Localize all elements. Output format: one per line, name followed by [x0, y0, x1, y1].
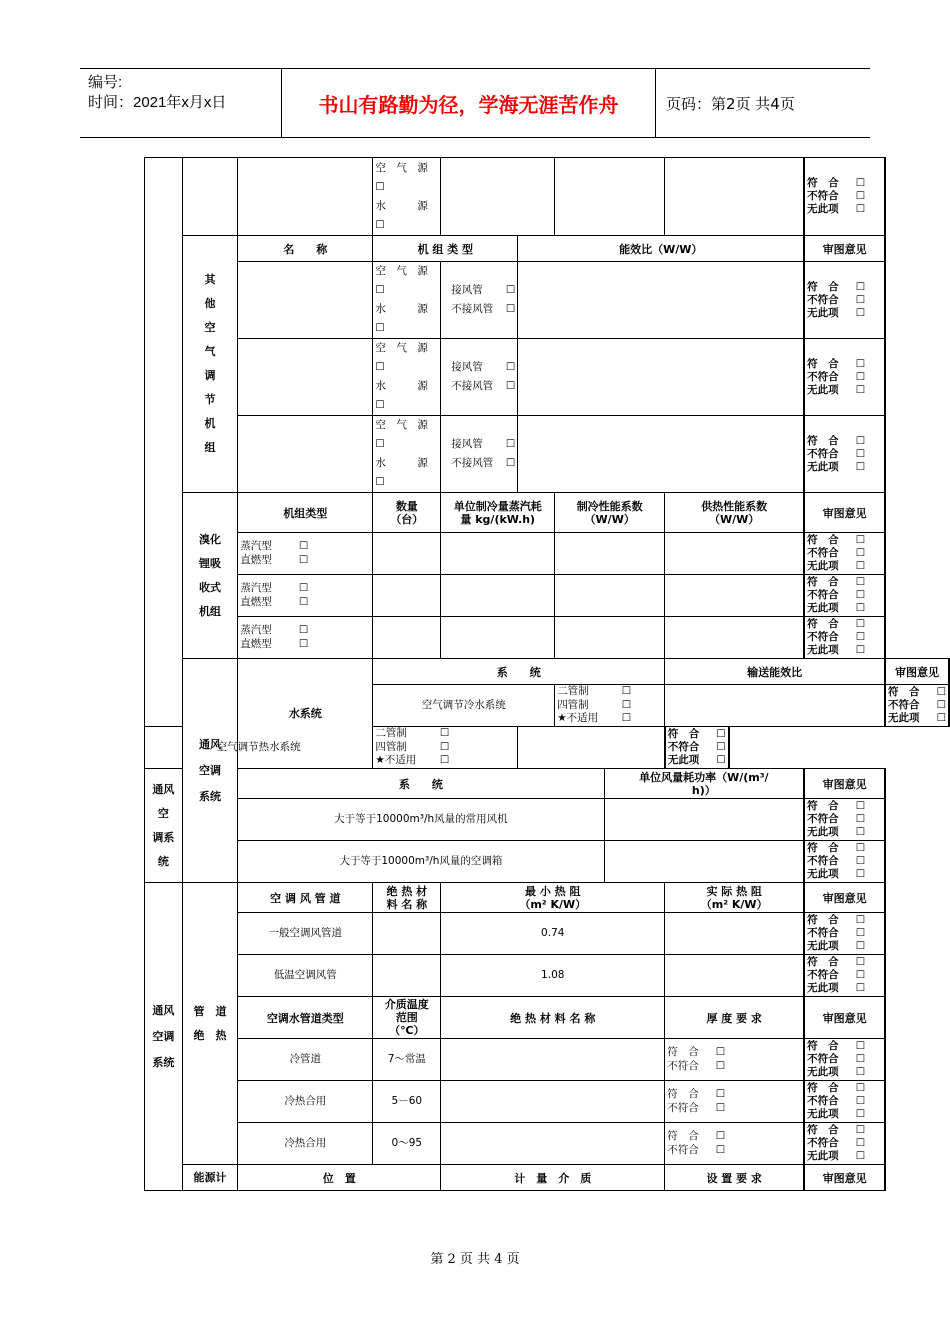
empty-cell: [238, 158, 373, 236]
ventilation-system-name: 大于等于10000m³/h风量的常用风机: [238, 799, 604, 841]
name-cell[interactable]: [238, 416, 373, 493]
motto: 书山有路勤为径，学海无涯苦作舟: [282, 69, 656, 137]
thickness-options: 符 合 ☐ 不符合 ☐: [665, 1081, 804, 1123]
checkbox[interactable]: ☐: [855, 927, 866, 939]
heat-cell[interactable]: [665, 575, 804, 617]
not-comply-label: 不符合: [807, 1095, 839, 1107]
eff-cell[interactable]: [518, 262, 804, 339]
absorption-type-options: 蒸汽型 ☐ 直燃型 ☐: [238, 617, 373, 659]
empty-cell: [441, 158, 555, 236]
water-material-cell[interactable]: [441, 1039, 665, 1081]
water-material-cell[interactable]: [441, 1123, 665, 1165]
review-form-table: [144, 157, 950, 1191]
not-comply-label: 不符合: [807, 631, 839, 643]
not-comply-label: 不符合: [807, 1137, 839, 1149]
na-label: 无此项: [888, 712, 920, 724]
col-header-power: 单位风量耗功率（W/(m³/ h)）: [604, 769, 804, 799]
comply-label: 符 合: [667, 728, 700, 740]
time-label: 时间：2021年x月x日: [88, 94, 227, 111]
not-comply-label: 不符合: [807, 1053, 839, 1065]
review-header: 审图意见: [804, 1165, 885, 1191]
table-row: [145, 1123, 950, 1165]
duct-name: 低温空调风管: [238, 955, 373, 997]
cool-cell[interactable]: [555, 533, 665, 575]
checkbox[interactable]: ☐: [855, 447, 866, 460]
water-system-label: 水系统: [238, 659, 373, 769]
duct-options: 接风管 ☐ 不接风管 ☐: [441, 262, 518, 339]
checkbox[interactable]: ☐: [855, 826, 866, 838]
checkbox[interactable]: ☐: [716, 754, 726, 766]
checkbox[interactable]: ☐: [855, 534, 866, 546]
table-body: [145, 158, 950, 1191]
checkbox[interactable]: ☐: [298, 624, 309, 636]
checkbox[interactable]: ☐: [855, 576, 866, 588]
empty-cell: [555, 158, 665, 236]
not-comply-label: 不符合: [807, 190, 839, 202]
table-row: [145, 416, 950, 493]
review-options: [885, 685, 949, 727]
review-options: [804, 955, 885, 997]
review-header: 审图意见: [804, 997, 885, 1039]
not-comply-label: 不符合: [807, 589, 839, 601]
checkbox[interactable]: ☐: [439, 754, 450, 767]
na-label: 无此项: [807, 826, 839, 838]
checkbox[interactable]: ☐: [855, 383, 866, 396]
checkbox[interactable]: ☐: [855, 1137, 866, 1149]
review-options: [804, 799, 885, 841]
water-pipe-name: 冷热合用: [238, 1081, 373, 1123]
col-header-min: 最 小 热 阻 （m² K/W）: [441, 883, 665, 913]
checkbox[interactable]: ☐: [855, 813, 866, 825]
review-header: 审图意见: [804, 493, 885, 533]
review-options: [804, 841, 885, 883]
col-header-material: 绝 热 材 料 名 称: [373, 883, 441, 913]
col-header-name: 名 称: [238, 236, 373, 262]
qty-cell[interactable]: [373, 575, 441, 617]
col-header-steam: 单位制冷量蒸汽耗 量 kg/(kW.h): [441, 493, 555, 533]
comply-label: 符 合: [807, 800, 839, 812]
checkbox[interactable]: ☐: [855, 190, 866, 202]
checkbox[interactable]: ☐: [855, 969, 866, 981]
comply-label: 符 合: [888, 686, 920, 698]
checkbox[interactable]: ☐: [505, 303, 516, 315]
source-options: [373, 262, 441, 339]
name-cell[interactable]: [238, 262, 373, 339]
ventilation-label: 通风空 调系统: [145, 769, 183, 883]
not-comply-label: 不符合: [807, 927, 839, 939]
table-row: [145, 493, 950, 533]
col-header-unit-type: 机组类型: [238, 493, 373, 533]
thickness-options: 符 合 ☐ 不符合 ☐: [665, 1039, 804, 1081]
checkbox[interactable]: ☐: [855, 602, 866, 614]
not-comply-label: 不符合: [807, 370, 839, 383]
na-label: 无此项: [807, 1066, 839, 1078]
checkbox[interactable]: ☐: [375, 284, 385, 296]
empty-cell: [665, 158, 804, 236]
not-comply-label: 不符合: [807, 293, 839, 306]
table-row: [145, 1039, 950, 1081]
comply-label: 符 合: [807, 618, 839, 630]
eff-cell[interactable]: [518, 416, 804, 493]
checkbox[interactable]: ☐: [375, 361, 385, 373]
col-header-requirement: 设 置 要 求: [665, 1165, 804, 1191]
other-units-label: 其 他 空 气 调 节 机 组: [182, 236, 238, 493]
checkbox[interactable]: ☐: [855, 293, 866, 306]
pipe-insulation-label: 管 道 绝 热: [182, 883, 238, 1165]
col-header-heat: 供热性能系数 （W/W）: [665, 493, 804, 533]
comply-label: 符 合: [807, 956, 839, 968]
review-header: 审图意见: [804, 883, 885, 913]
not-comply-label: 不符合: [807, 855, 839, 867]
water-source-label: 水 源: [375, 303, 428, 315]
checkbox[interactable]: ☐: [855, 631, 866, 643]
col-header-system: 系 统: [238, 769, 604, 799]
comply-label: 符 合: [807, 1082, 839, 1094]
ventilation-system-name: 大于等于10000m³/h风量的空调箱: [238, 841, 604, 883]
table-row: [145, 769, 950, 799]
checkbox[interactable]: ☐: [715, 1143, 726, 1156]
air-source-label: 空 气 源: [375, 342, 428, 354]
table-row: [145, 1165, 950, 1191]
water-system-name: 空气调节冷水系统: [373, 685, 555, 727]
review-options: [804, 575, 885, 617]
checkbox[interactable]: ☐: [855, 618, 866, 630]
ratio-cell[interactable]: [665, 685, 885, 727]
page-info: 页码：第2页 共4页: [666, 94, 795, 113]
col-header-duct: 空 调 风 管 道: [238, 883, 373, 913]
checkbox[interactable]: ☐: [855, 842, 866, 854]
na-label: 无此项: [807, 306, 839, 319]
checkbox[interactable]: ☐: [855, 306, 866, 319]
water-pipe-name: 冷管道: [238, 1039, 373, 1081]
checkbox[interactable]: ☐: [855, 940, 866, 952]
steam-cell[interactable]: [441, 575, 555, 617]
checkbox[interactable]: ☐: [855, 855, 866, 867]
na-label: 无此项: [807, 460, 839, 473]
checkbox[interactable]: ☐: [715, 1059, 726, 1072]
temp-range: 0～95: [373, 1123, 441, 1165]
col-header-medium: 计 量 介 质: [441, 1165, 665, 1191]
checkbox[interactable]: ☐: [715, 1088, 726, 1100]
review-options: [804, 1123, 885, 1165]
water-source-label: 水 源: [375, 199, 428, 212]
checkbox[interactable]: ☐: [855, 357, 866, 370]
checkbox[interactable]: ☐: [936, 699, 946, 711]
review-options: [804, 262, 885, 339]
checkbox[interactable]: ☐: [439, 727, 450, 740]
review-options: [804, 158, 885, 236]
checkbox[interactable]: ☐: [298, 595, 309, 608]
review-options: [804, 617, 885, 659]
col-header-water-pipe: 空调水管道类型: [238, 997, 373, 1039]
na-label: 无此项: [807, 203, 839, 215]
duct-name: 一般空调风管道: [238, 913, 373, 955]
pipe-options: 二管制 ☐ 四管制 ☐ ★不适用 ☐: [555, 685, 665, 727]
temp-range: 7～常温: [373, 1039, 441, 1081]
page-footer: 第 2 页 共 4 页: [430, 1252, 520, 1267]
na-label: 无此项: [807, 1108, 839, 1120]
col-header-cool: 制冷性能系数 （W/W）: [555, 493, 665, 533]
review-options: [804, 416, 885, 493]
checkbox[interactable]: ☐: [621, 698, 632, 711]
not-comply-label: 不符合: [807, 813, 839, 825]
header-meta: [80, 69, 282, 137]
checkbox[interactable]: ☐: [855, 868, 866, 880]
heat-cell[interactable]: [665, 617, 804, 659]
checkbox[interactable]: ☐: [298, 540, 309, 552]
absorption-type-options: 蒸汽型 ☐ 直燃型 ☐: [238, 575, 373, 617]
table-row: [145, 841, 950, 883]
checkbox[interactable]: ☐: [855, 1124, 866, 1136]
review-header: 审图意见: [804, 236, 885, 262]
hvac-group-label: 通风 空调 系统: [145, 883, 183, 1191]
checkbox[interactable]: ☐: [855, 644, 866, 656]
qty-cell[interactable]: [373, 533, 441, 575]
checkbox[interactable]: ☐: [855, 1066, 866, 1078]
table-row: [145, 799, 950, 841]
name-cell[interactable]: [238, 339, 373, 416]
comply-label: 符 合: [807, 177, 839, 189]
checkbox[interactable]: ☐: [505, 380, 516, 392]
checkbox[interactable]: ☐: [855, 982, 866, 994]
min-resistance-value: 0.74: [441, 913, 665, 955]
review-options: [804, 1039, 885, 1081]
col-header-water-material: 绝 热 材 料 名 称: [441, 997, 665, 1039]
na-label: 无此项: [807, 560, 839, 572]
review-header: 审图意见: [885, 659, 949, 685]
source-options: [373, 158, 441, 236]
duct-options: 接风管 ☐ 不接风管 ☐: [441, 416, 518, 493]
checkbox[interactable]: ☐: [715, 1130, 726, 1142]
checkbox[interactable]: ☐: [855, 1150, 866, 1162]
checkbox[interactable]: ☐: [855, 547, 866, 559]
air-source-label: 空 气 源: [375, 265, 428, 277]
comply-label: 符 合: [807, 914, 839, 926]
checkbox[interactable]: ☐: [855, 203, 866, 215]
temp-range: 5－60: [373, 1081, 441, 1123]
checkbox[interactable]: ☐: [621, 712, 632, 725]
absorption-label: 溴化 锂吸 收式 机组: [182, 493, 238, 659]
table-row: [145, 339, 950, 416]
checkbox[interactable]: ☐: [716, 741, 726, 753]
steam-cell[interactable]: [441, 533, 555, 575]
qty-cell[interactable]: [373, 617, 441, 659]
checkbox[interactable]: ☐: [855, 956, 866, 968]
hvac-group-label: 通风 空调 系统: [182, 659, 238, 883]
pipe-options: 二管制 ☐ 四管制 ☐ ★不适用 ☐: [373, 727, 518, 769]
col-header-system: 系 统: [373, 659, 665, 685]
page-header: [80, 68, 870, 138]
review-options: [804, 913, 885, 955]
na-label: 无此项: [807, 868, 839, 880]
na-label: 无此项: [807, 940, 839, 952]
left-group-cell: [145, 158, 183, 727]
water-pipe-name: 冷热合用: [238, 1123, 373, 1165]
eff-cell[interactable]: [518, 339, 804, 416]
na-label: 无此项: [807, 982, 839, 994]
min-resistance-value: 1.08: [441, 955, 665, 997]
checkbox[interactable]: ☐: [936, 712, 946, 724]
col-header-ratio: 输送能效比: [665, 659, 885, 685]
col-header-actual: 实 际 热 阻 （m² K/W）: [665, 883, 804, 913]
table-row: [145, 883, 950, 913]
checkbox[interactable]: ☐: [855, 177, 866, 189]
checkbox[interactable]: ☐: [855, 589, 866, 601]
col-header-type: 机 组 类 型: [373, 236, 518, 262]
not-comply-label: 不符合: [807, 547, 839, 559]
table-row: [145, 727, 950, 769]
water-source-label: 水 源: [375, 380, 428, 392]
table-row: [145, 1081, 950, 1123]
comply-label: 符 合: [807, 434, 839, 447]
air-source-label: 空 气 源: [375, 161, 428, 174]
table-row: [145, 617, 950, 659]
col-header-qty: 数量 （台）: [373, 493, 441, 533]
water-material-cell[interactable]: [441, 1081, 665, 1123]
na-label: 无此项: [807, 602, 839, 614]
checkbox[interactable]: ☐: [375, 399, 385, 411]
checkbox[interactable]: ☐: [855, 914, 866, 926]
comply-label: 符 合: [807, 534, 839, 546]
checkbox[interactable]: ☐: [505, 457, 516, 469]
checkbox[interactable]: ☐: [855, 280, 866, 293]
comply-label: 符 合: [807, 576, 839, 588]
na-label: 无此项: [807, 644, 839, 656]
power-cell[interactable]: [604, 799, 804, 841]
checkbox[interactable]: ☐: [855, 1040, 866, 1052]
table-row: [145, 533, 950, 575]
checkbox[interactable]: ☐: [298, 637, 309, 650]
checkbox[interactable]: ☐: [716, 728, 726, 740]
table-row: [145, 236, 950, 262]
col-header-eff: 能效比（W/W）: [518, 236, 804, 262]
comply-label: 符 合: [807, 1124, 839, 1136]
review-options: [804, 339, 885, 416]
na-label: 无此项: [667, 754, 700, 766]
actual-resistance-cell[interactable]: [665, 955, 804, 997]
checkbox[interactable]: ☐: [505, 284, 516, 296]
table-row: [145, 575, 950, 617]
checkbox[interactable]: ☐: [855, 460, 866, 473]
ratio-cell[interactable]: [518, 727, 665, 769]
not-comply-label: 不符合: [667, 741, 700, 753]
material-cell[interactable]: [373, 913, 441, 955]
water-source-label: 水 源: [375, 457, 428, 469]
checkbox[interactable]: ☐: [505, 361, 516, 373]
air-source-label: 空 气 源: [375, 419, 428, 431]
checkbox[interactable]: ☐: [298, 553, 309, 566]
not-comply-label: 不符合: [807, 447, 839, 460]
comply-label: 符 合: [807, 842, 839, 854]
empty-cell: [182, 158, 238, 236]
checkbox[interactable]: ☐: [375, 476, 385, 488]
review-header: 审图意见: [804, 769, 885, 799]
table-row: [145, 913, 950, 955]
checkbox[interactable]: ☐: [936, 686, 946, 698]
actual-resistance-cell[interactable]: [665, 913, 804, 955]
material-cell[interactable]: [373, 955, 441, 997]
checkbox[interactable]: ☐: [621, 685, 632, 698]
table-row: [145, 997, 950, 1039]
checkbox[interactable]: ☐: [715, 1046, 726, 1058]
checkbox[interactable]: ☐: [855, 1108, 866, 1120]
comply-label: 符 合: [807, 1040, 839, 1052]
table-row: [145, 955, 950, 997]
checkbox[interactable]: ☐: [855, 1095, 866, 1107]
checkbox[interactable]: ☐: [375, 322, 385, 334]
checkbox[interactable]: ☐: [375, 180, 385, 193]
review-options: [804, 533, 885, 575]
source-options: [373, 339, 441, 416]
not-comply-label: 不符合: [807, 969, 839, 981]
checkbox[interactable]: ☐: [505, 438, 516, 450]
heat-cell[interactable]: [665, 533, 804, 575]
checkbox[interactable]: ☐: [375, 218, 385, 231]
source-options: [373, 416, 441, 493]
water-system-name: 空气调节热水系统: [145, 727, 373, 769]
not-comply-label: 不符合: [888, 699, 920, 711]
checkbox[interactable]: ☐: [439, 740, 450, 753]
checkbox[interactable]: ☐: [855, 560, 866, 572]
checkbox[interactable]: ☐: [855, 434, 866, 447]
steam-cell[interactable]: [441, 617, 555, 659]
checkbox[interactable]: ☐: [855, 370, 866, 383]
table-row: [145, 262, 950, 339]
code-label: 编号:: [88, 74, 123, 91]
checkbox[interactable]: ☐: [855, 1082, 866, 1094]
na-label: 无此项: [807, 383, 839, 396]
review-options: [804, 1081, 885, 1123]
checkbox[interactable]: ☐: [855, 1053, 866, 1065]
meter-label: 能源计: [182, 1165, 238, 1191]
col-header-temp: 介质温度 范围 （℃）: [373, 997, 441, 1039]
thickness-options: 符 合 ☐ 不符合 ☐: [665, 1123, 804, 1165]
table-row: [145, 158, 950, 236]
col-header-position: 位 置: [238, 1165, 441, 1191]
duct-options: 接风管 ☐ 不接风管 ☐: [441, 339, 518, 416]
checkbox[interactable]: ☐: [375, 438, 385, 450]
na-label: 无此项: [807, 1150, 839, 1162]
checkbox[interactable]: ☐: [855, 800, 866, 812]
comply-label: 符 合: [807, 357, 839, 370]
cool-cell[interactable]: [555, 575, 665, 617]
cool-cell[interactable]: [555, 617, 665, 659]
review-options: [665, 727, 729, 769]
col-header-thickness: 厚 度 要 求: [665, 997, 804, 1039]
checkbox[interactable]: ☐: [715, 1101, 726, 1114]
power-cell[interactable]: [604, 841, 804, 883]
absorption-type-options: 蒸汽型 ☐ 直燃型 ☐: [238, 533, 373, 575]
checkbox[interactable]: ☐: [298, 582, 309, 594]
comply-label: 符 合: [807, 280, 839, 293]
table-row: [145, 659, 950, 685]
